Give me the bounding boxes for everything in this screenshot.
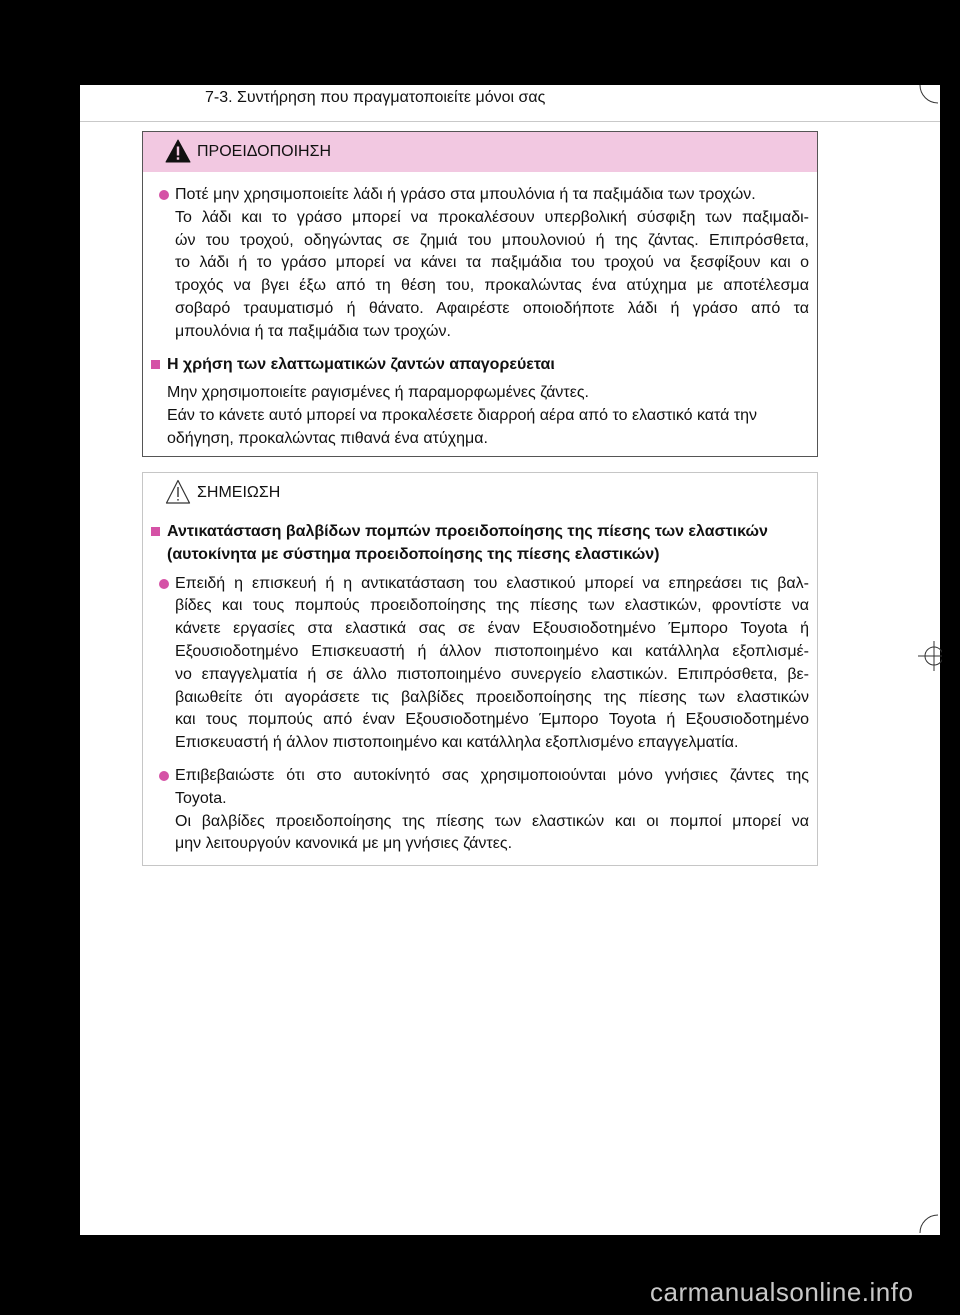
- list-item: [159, 184, 809, 344]
- text-line: ών του τροχού, οδηγώντας σε ζημιά του μπουλονιού ή της ζάντας. Επιπρόσθετα,: [175, 231, 809, 249]
- text-line: Επισκευαστή ή άλλον πιστοποιημένο και κατάλληλα εξοπλισμένο επαγγελματία.: [175, 734, 739, 752]
- warning-triangle-icon: [165, 139, 191, 163]
- list-item: [159, 573, 809, 755]
- text-line: Το λάδι και το γράσο μπορεί να προκαλέσουν υπερβολική σύσφιξη των παξιμαδι-: [175, 208, 809, 226]
- caution-triangle-outline-icon: [165, 479, 191, 505]
- text-line: Εάν το κάνετε αυτό μπορεί να προκαλέσετε διαρροή αέρα από το ελαστικό κατά την: [167, 407, 758, 425]
- text-line: νο επαγγελματία ή σε άλλο πιστοποιημένο συνεργείο ελαστικών. Επιπρόσθετα, βε-: [175, 665, 809, 683]
- text-line: το λάδι ή το γράσο μπορεί να κάνει τα παξιμάδια του τροχού να ξεσφίξουν και ο: [175, 254, 809, 272]
- warning-box: [142, 131, 818, 457]
- text-line: Toyota.: [175, 789, 227, 807]
- note-box-title: ΣΗΜΕΙΩΣΗ: [197, 484, 281, 501]
- text-line: Μην χρησιμοποιείτε ραγισμένες ή παραμορφωμένες ζάντες.: [167, 384, 589, 402]
- crop-mark-middle-right-icon: [918, 641, 942, 671]
- crop-mark-bottom-right-icon: [918, 1213, 942, 1237]
- text-line: και τους πομπούς από έναν Εξουσιοδοτημένο Έμπορο Toyota ή Εξουσιοδοτημένο: [175, 711, 809, 729]
- text-line: κάνετε εργασίες στα ελαστικά σας σε έναν Εξουσιοδοτημένο Έμπορο Toyota ή: [175, 620, 809, 638]
- text-line: Επιβεβαιώστε ότι στο αυτοκίνητό σας χρησιμοποιούνται μόνο γνήσιες ζάντες της: [175, 766, 809, 784]
- text-line: Ποτέ μην χρησιμοποιείτε λάδι ή γράσο στα μπουλόνια ή τα παξιμάδια των τροχών.: [175, 186, 756, 203]
- text-line: τροχός να βγει έξω από τη θέση του, προκαλώντας ένα ατύχημα με αποτέλεσμα: [175, 277, 809, 295]
- heading-text: (αυτοκίνητα με σύστημα προειδοποίησης της πίεσης ελαστικών): [167, 545, 660, 563]
- warning-box-body: [143, 172, 817, 451]
- note-box-header: [143, 473, 817, 513]
- text-line: βαιωθείτε ότι αγοράσετε τις βαλβίδες προειδοποίησης της πίεσης των ελαστικών: [175, 688, 809, 706]
- bullet-square-icon: [151, 527, 160, 536]
- paragraph: [159, 382, 809, 450]
- note-box-body: [143, 513, 817, 856]
- bullet-dot-icon: [159, 579, 169, 589]
- text-line: Εξουσιοδοτημένο Επισκευαστή ή άλλον πιστοποιημένο και κατάλληλα εξοπλισμέ-: [175, 642, 809, 660]
- page-header: [80, 85, 940, 122]
- text-line: Οι βαλβίδες προειδοποίησης της πίεσης των ελαστικών και οι πομποί μπορεί να: [175, 812, 809, 830]
- text-line: σοβαρό τραυματισμό ή θάνατο. Αφαιρέστε οποιοδήποτε λάδι ή γράσο από τα: [175, 299, 809, 317]
- section-heading: [151, 521, 809, 567]
- list-item: [159, 765, 809, 856]
- watermark: carmanualsonline.info: [650, 1277, 914, 1307]
- warning-box-header: [143, 132, 817, 172]
- warning-box-title: ΠΡΟΕΙΔΟΠΟΙΗΣΗ: [197, 143, 332, 160]
- text-line: οδήγηση, προκαλώντας πιθανά ένα ατύχημα.: [167, 429, 488, 447]
- text-line: βίδες και τους πομπούς προειδοποίησης της πίεσης των ελαστικών, φροντίστε να: [175, 597, 809, 615]
- manual-page: [80, 85, 940, 1235]
- heading-text: Η χρήση των ελαττωματικών ζαντών απαγορεύεται: [167, 355, 555, 373]
- section-title: 7-3. Συντήρηση που πραγματοποιείτε μόνοι σας: [205, 89, 546, 106]
- text-line: μην λειτουργούν κανονικά με μη γνήσιες ζάντες.: [175, 835, 513, 853]
- crop-mark-top-right-icon: [918, 83, 942, 107]
- note-box: [142, 472, 818, 866]
- bullet-dot-icon: [159, 771, 169, 781]
- bullet-dot-icon: [159, 190, 169, 200]
- text-line: Επειδή η επισκευή ή η αντικατάσταση του ελαστικού μπορεί να επηρεάσει τις βαλ-: [175, 574, 809, 592]
- heading-text: Αντικατάσταση βαλβίδων πομπών προειδοποίησης της πίεσης των ελαστικών: [167, 523, 768, 540]
- bullet-square-icon: [151, 360, 160, 369]
- text-line: μπουλόνια ή τα παξιμάδια των τροχών.: [175, 322, 451, 340]
- section-heading: [151, 354, 809, 377]
